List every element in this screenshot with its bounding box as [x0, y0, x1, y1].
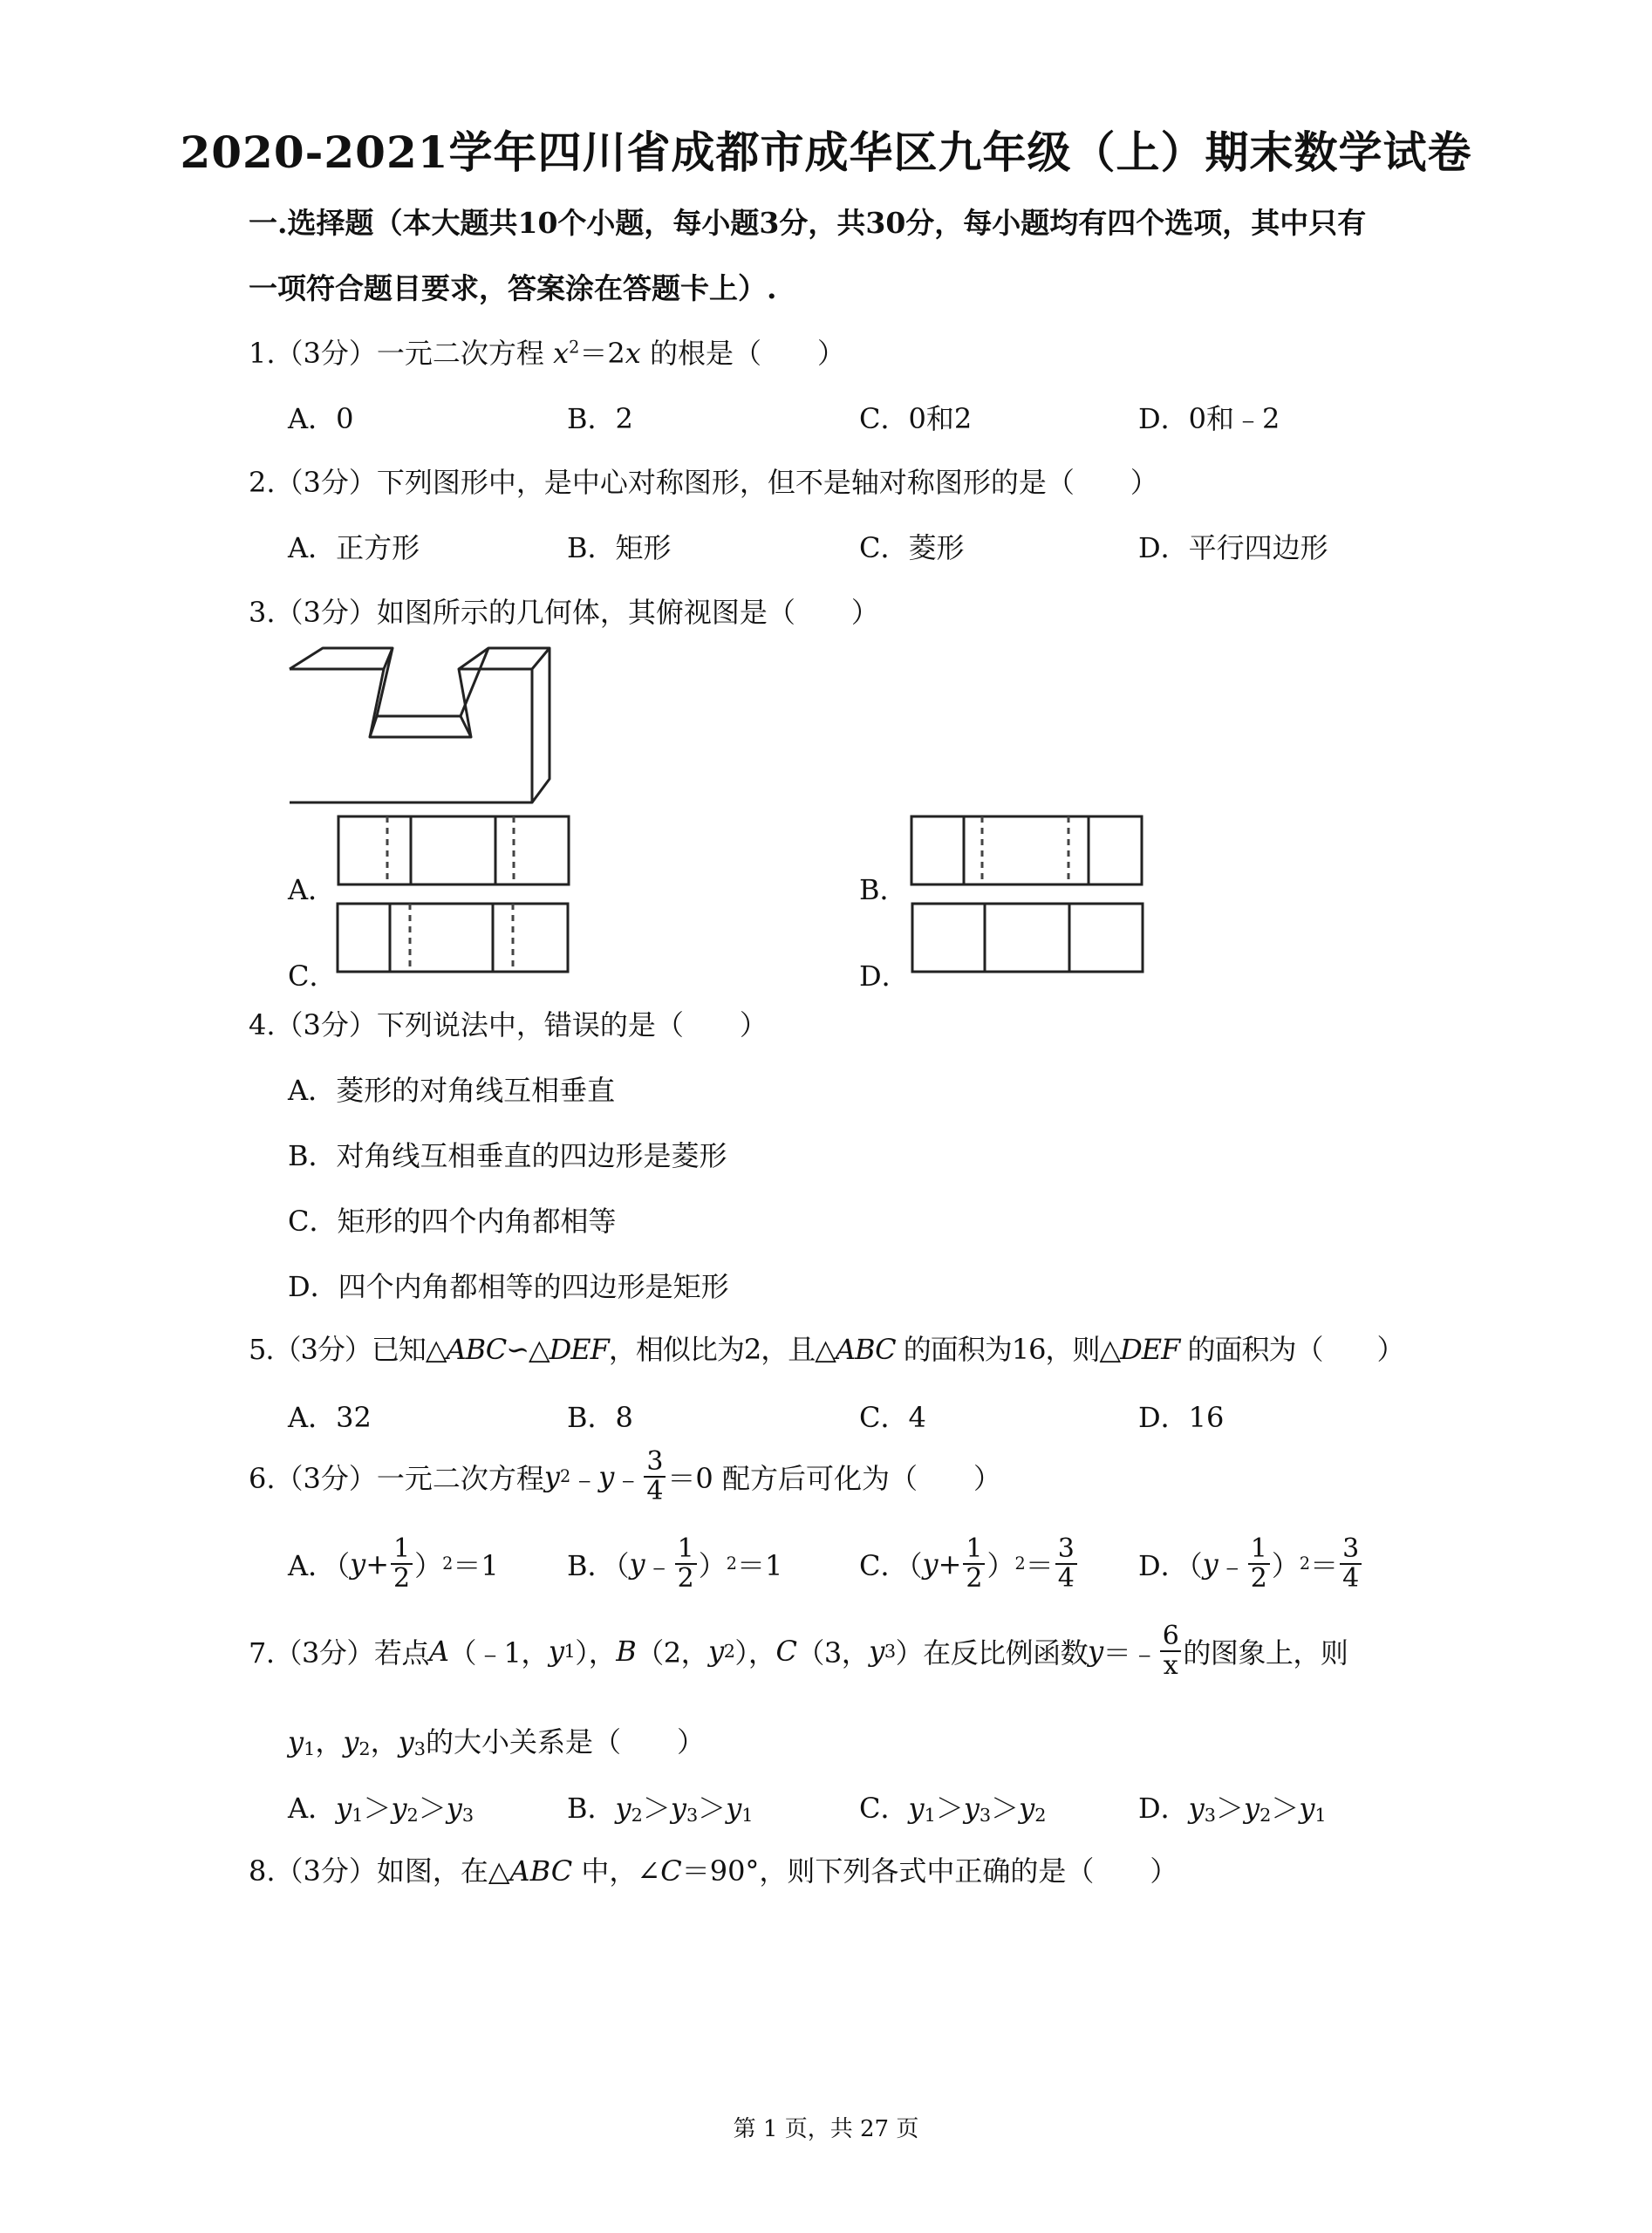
question-2: 2.（3分）下列图形中，是中心对称图形，但不是轴对称图形的是（ ）: [249, 466, 1158, 499]
question-5: 5.（3分）已知△ABC∽△DEF，相似比为2，且△ABC 的面积为16，则△DEF 的面积为（ ）: [249, 1333, 1404, 1366]
question-3: 3.（3分）如图所示的几何体，其俯视图是（ ）: [249, 596, 879, 629]
q5-option-d: D．16: [1138, 1401, 1225, 1434]
q5-option-b: B．8: [567, 1401, 633, 1434]
q2-option-b: B．矩形: [567, 531, 672, 564]
q4-option-a: A．菱形的对角线互相垂直: [288, 1074, 616, 1107]
question-4: 4.（3分）下列说法中，错误的是（ ）: [249, 1008, 768, 1041]
q4-option-c: C．矩形的四个内角都相等: [288, 1205, 617, 1238]
q3-option-c-label: C．: [288, 959, 338, 993]
section-header-line1: 一.选择题（本大题共10个小题，每小题3分，共30分，每小题均有四个选项，其中只有: [249, 206, 1367, 240]
q6-option-c: C．（ y + $\frac{1}{2}$ ） 2 ＝ $\frac{3}{4}$: [859, 1535, 1079, 1592]
q5-option-a: A．32: [288, 1401, 372, 1434]
q7-line2: $y_1$，$y_2$，$y_3$的大小关系是（ ）: [288, 1725, 705, 1759]
q7-option-d: D．$y_3>y_2>y_1$: [1138, 1792, 1327, 1826]
q5-option-c: C．4: [859, 1401, 926, 1434]
question-8: 8.（3分）如图，在△ABC 中，∠C＝90°，则下列各式中正确的是（ ）: [249, 1854, 1178, 1888]
question-7: 7.（3分）若点 A （﹣1， y 1 ）， B （2， y 2 ）， C （3， y 3 ）在反比例函数 y ＝﹣ $\frac{6}{x}$ 的图象上，则: [249, 1621, 1348, 1681]
q6-option-d: D．（ y ﹣ $\frac{1}{2}$ ） 2 ＝ $\frac{3}{4}$: [1138, 1535, 1363, 1592]
q3-option-b-label: B．: [859, 873, 908, 906]
q2-option-d: D．平行四边形: [1138, 531, 1328, 564]
q2-option-c: C．菱形: [859, 531, 965, 564]
question-1: 1.（3分）一元二次方程 $x^2=2x$ 的根是（ ）: [249, 337, 845, 370]
q1-option-b: B．2: [567, 402, 633, 435]
q4-option-d: D．四个内角都相等的四边形是矩形: [288, 1270, 729, 1303]
q6-option-b: B．（ y ﹣ $\frac{1}{2}$ ） 2 ＝1: [567, 1533, 783, 1594]
q3-option-c-figure: [336, 902, 571, 975]
q2-option-a: A．正方形: [288, 531, 420, 564]
q3-option-a-label: A．: [288, 873, 337, 906]
q3-option-d-figure: [911, 902, 1146, 975]
q1-option-a: A．0: [288, 402, 354, 435]
q6-option-a: A．（ y + $\frac{1}{2}$ ） 2 ＝1: [288, 1533, 499, 1594]
question-6: 6.（3分）一元二次方程 y 2 ﹣ y ﹣ $\frac{3}{4}$ ＝0 配方后可化为（ ）: [249, 1446, 1001, 1506]
q1-option-c: C．0和2: [859, 402, 973, 435]
q7-fraction: $\frac{6}{x}$: [1160, 1622, 1182, 1679]
q7-option-c: C．$y_1>y_3>y_2$: [859, 1792, 1047, 1826]
section-header-line2: 一项符合题目要求，答案涂在答题卡上）.: [249, 271, 777, 305]
q3-option-a-figure: [337, 815, 572, 888]
q4-option-b: B．对角线互相垂直的四边形是菱形: [288, 1139, 727, 1172]
q6-fraction: $\frac{3}{4}$: [644, 1448, 666, 1505]
q7-option-b: B．$y_2>y_3>y_1$: [567, 1792, 754, 1826]
q3-option-b-figure: [910, 815, 1145, 888]
q7-option-a: A．$y_1>y_2>y_3$: [288, 1792, 474, 1826]
q1-option-d: D．0和﹣2: [1138, 402, 1280, 435]
page-title: 2020-2021学年四川省成都市成华区九年级（上）期末数学试卷: [180, 126, 1472, 178]
q3-solid-figure: [279, 641, 558, 811]
page-footer: 第 1 页，共 27 页: [733, 2116, 919, 2142]
q3-option-d-label: D．: [859, 959, 910, 993]
